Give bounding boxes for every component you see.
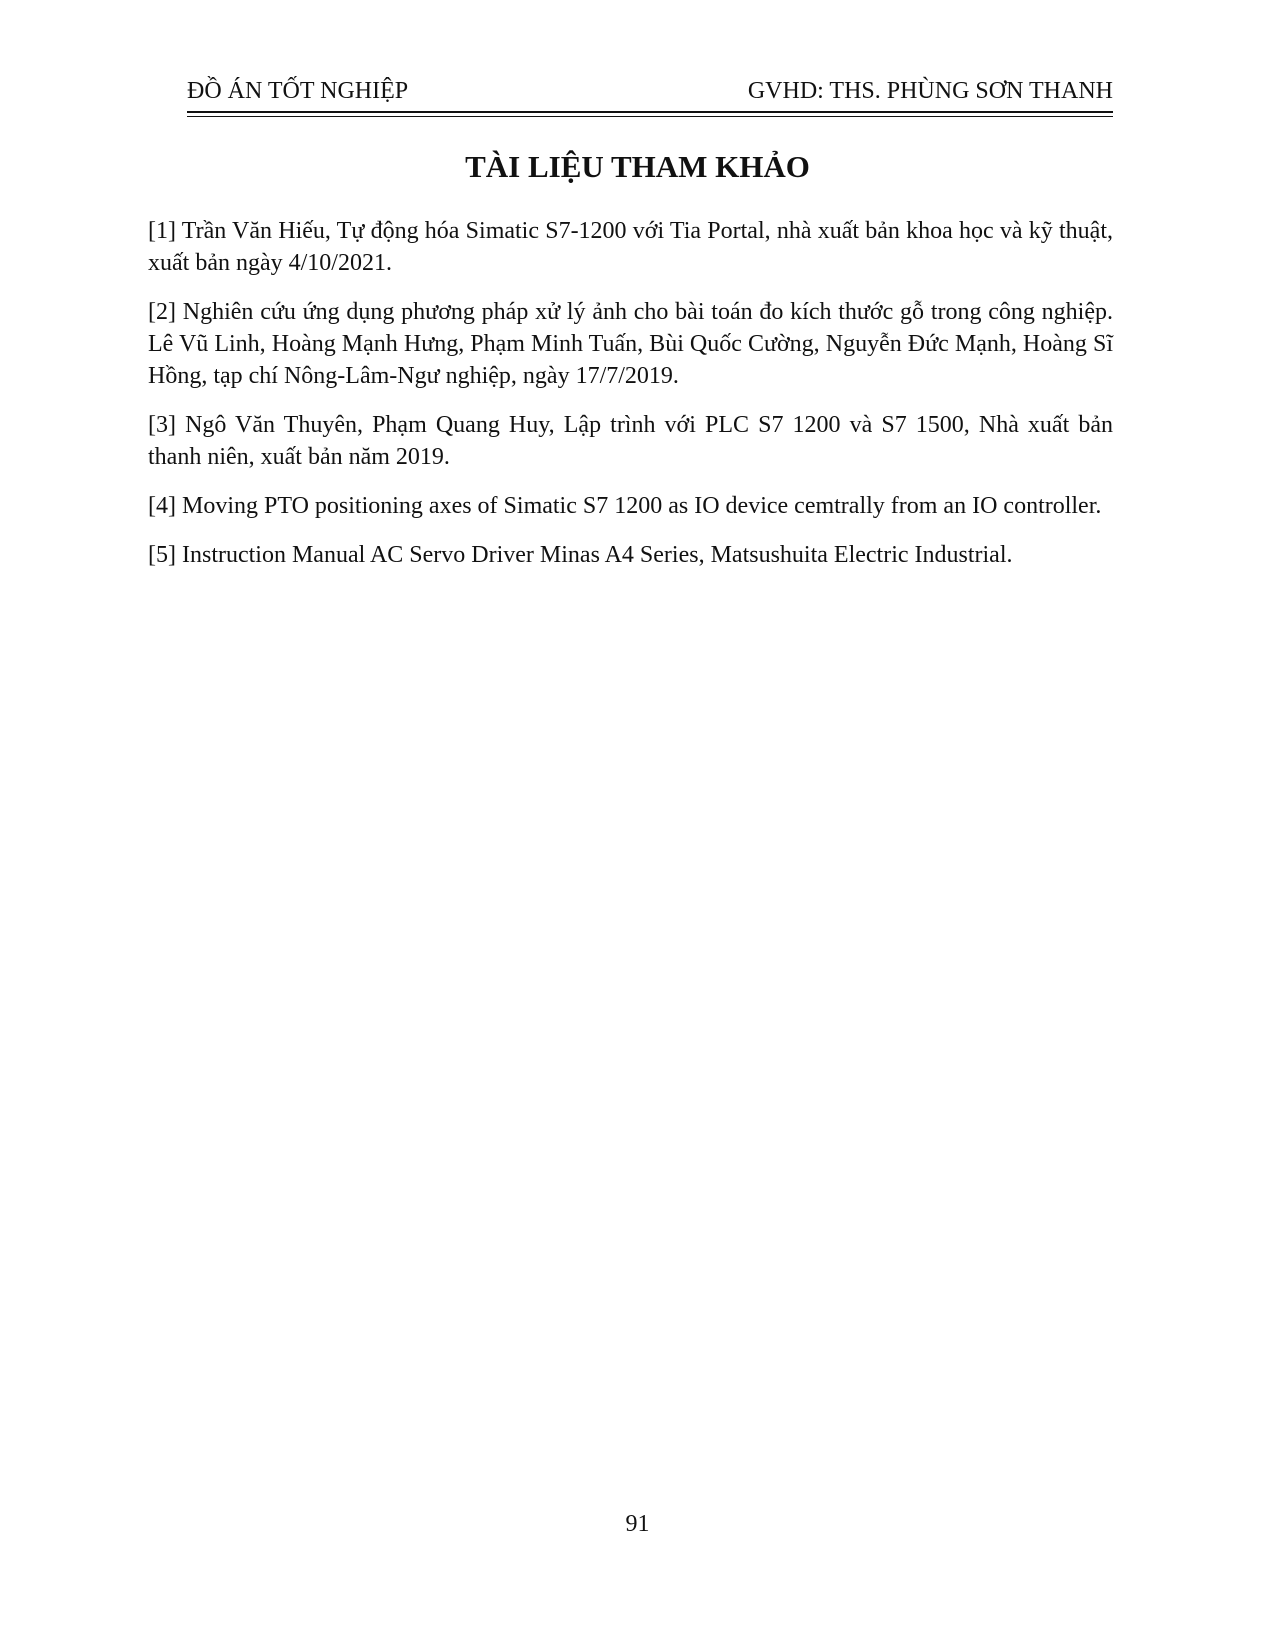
header-rule-thin [187,116,1113,117]
reference-list [148,215,1113,588]
reference-item-2: [2] Nghiên cứu ứng dụng phương pháp xử lý ảnh cho bài toán đo kích thước gỗ trong công nghiệp. Lê Vũ Linh, Hoàng Mạnh Hưng, Phạm Minh Tuấn, Bùi Quốc Cường, Nguyễn Đức Mạnh, Hoàng Sĩ Hồng, tạp chí Nông-Lâm-Ngư nghiệp, ngày 17/7/2019. [148,299,1113,389]
page-number: 91 [625,1511,650,1537]
reference-item-5: [5] Instruction Manual AC Servo Driver Minas A4 Series, Matsushuita Electric Industrial. [148,542,1013,568]
page-title: TÀI LIỆU THAM KHẢO [465,149,810,184]
header-left-text: ĐỒ ÁN TỐT NGHIỆP [187,78,409,104]
header-rule [187,111,1113,113]
reference-item-3: [3] Ngô Văn Thuyên, Phạm Quang Huy, Lập trình với PLC S7 1200 và S7 1500, Nhà xuất bản thanh niên, xuất bản năm 2019. [148,412,1113,470]
page-header [187,72,1113,112]
header-right-text: GVHD: THS. PHÙNG SƠN THANH [747,78,1113,104]
reference-item-4: [4] Moving PTO positioning axes of Simatic S7 1200 as IO device cemtrally from an IO controller. [148,493,1102,519]
reference-item-1: [1] Trần Văn Hiếu, Tự động hóa Simatic S7-1200 với Tia Portal, nhà xuất bản khoa học và kỹ thuật, xuất bản ngày 4/10/2021. [148,218,1113,276]
